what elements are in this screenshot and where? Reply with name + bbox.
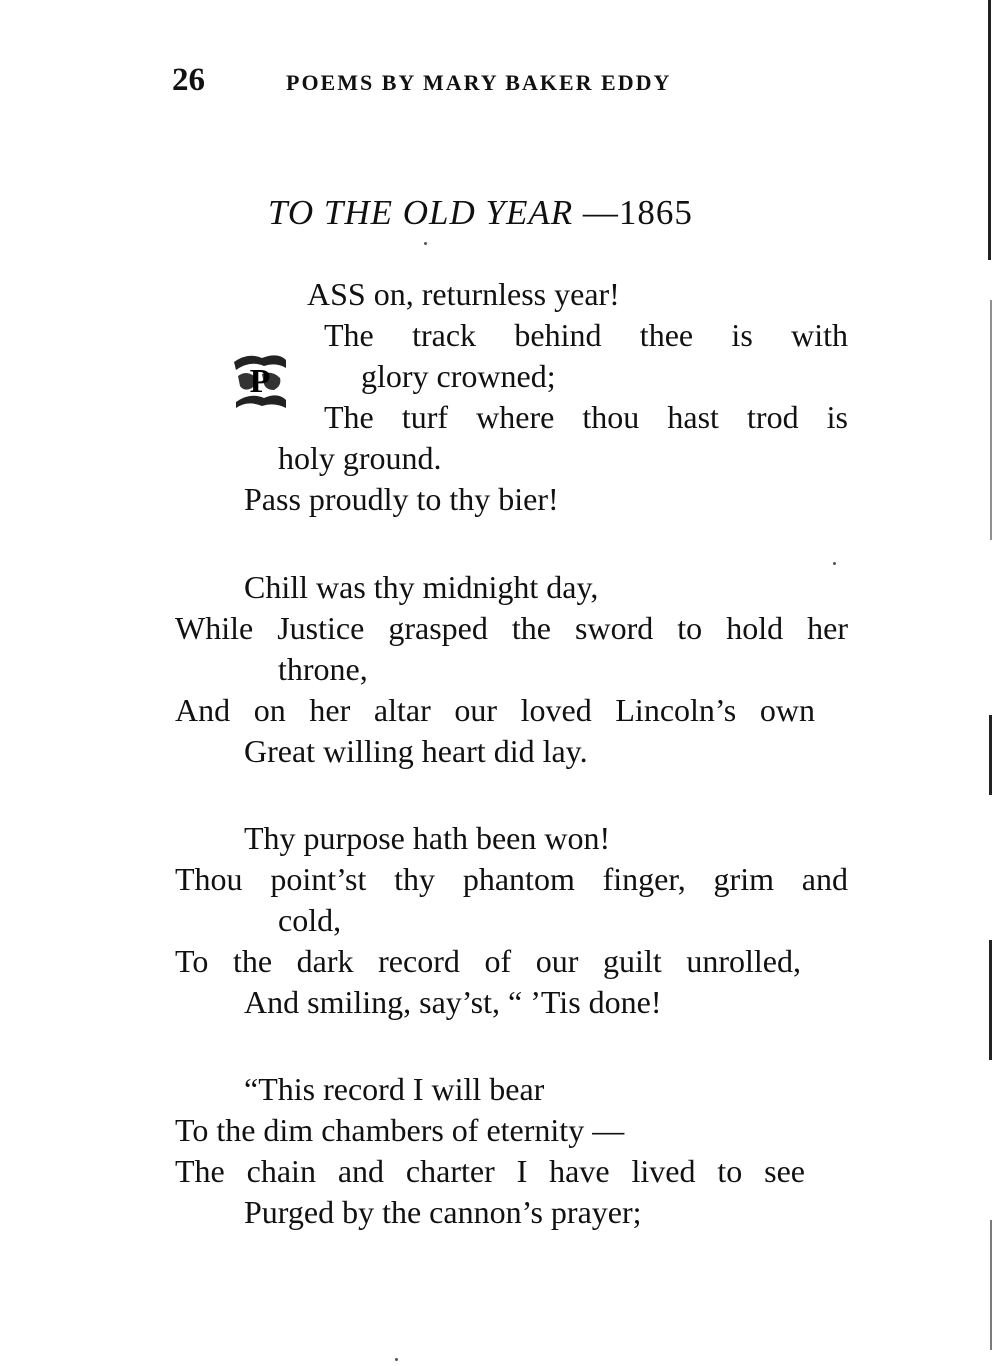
poem-line: Great willing heart did lay. — [244, 733, 588, 769]
poem-line: glory crowned; — [361, 358, 556, 394]
poem-line: And on her altar our loved Lincoln’s own — [175, 692, 815, 728]
running-title: POEMS BY MARY BAKER EDDY — [286, 70, 672, 95]
scan-edge-line — [988, 0, 991, 260]
scan-edge-line — [990, 300, 992, 540]
poem-line: holy ground. — [278, 440, 442, 476]
poem-line: The track behind thee is with — [324, 317, 848, 353]
poem-line: The chain and charter I have lived to see — [175, 1153, 805, 1189]
poem-title — [268, 193, 693, 233]
poem-line: To the dark record of our guilt unrolled, — [175, 943, 801, 979]
drop-initial-ornament — [228, 348, 292, 412]
poem-line: throne, — [278, 651, 368, 687]
poem-line: And smiling, say’st, “ ’Tis done! — [244, 984, 662, 1020]
poem-title-dash: — — [582, 193, 619, 232]
ornament-icon — [228, 348, 292, 412]
poem-line: While Justice grasped the sword to hold her — [175, 610, 848, 646]
poem-title-year: 1865 — [618, 193, 693, 232]
scan-edge-line — [989, 715, 992, 795]
poem-line: ASS on, returnless year! — [307, 276, 620, 312]
poem-line: To the dim chambers of eternity — — [175, 1112, 625, 1148]
poem-line: Thy purpose hath been won! — [244, 820, 611, 856]
poem-line: Purged by the cannon’s prayer; — [244, 1194, 642, 1230]
scan-speck — [424, 242, 427, 245]
poem-title-text: TO THE OLD YEAR — [268, 193, 574, 232]
poem-line: The turf where thou hast trod is — [324, 399, 848, 435]
poem-line: “This record I will bear — [244, 1071, 545, 1107]
scan-edge-line — [989, 940, 992, 1060]
scan-speck — [395, 1358, 398, 1361]
poem-line: cold, — [278, 902, 342, 938]
drop-initial-letter: P — [249, 363, 271, 400]
scan-speck — [833, 562, 836, 565]
poem-line: Chill was thy midnight day, — [244, 569, 599, 605]
poem-line: Thou point’st thy phantom finger, grim and — [175, 861, 848, 897]
page-number: 26 — [172, 62, 205, 98]
scan-edge-line — [990, 1220, 992, 1350]
poem-line: Pass proudly to thy bier! — [244, 481, 559, 517]
